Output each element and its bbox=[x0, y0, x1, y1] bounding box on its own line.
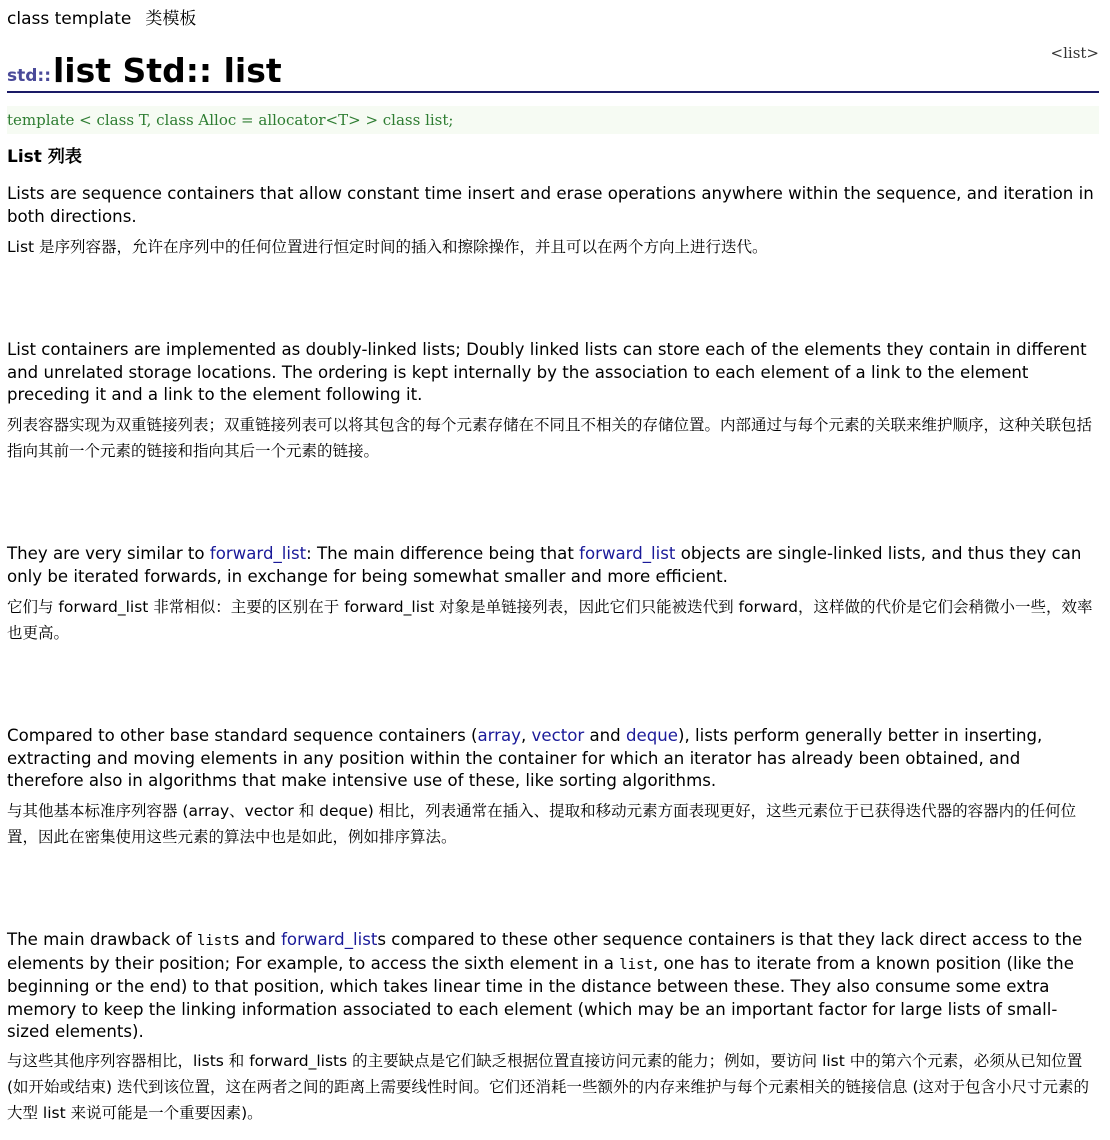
paragraph-5-en bbox=[7, 929, 1099, 1044]
forward-list-link[interactable]: forward_list bbox=[209, 544, 307, 563]
paragraph-2-en: List containers are implemented as doubly-linked lists; Doubly linked lists can store each of the elements they contain in different and unrelated storage locations. The ordering is kept internally by the association to each element of a link to the element preceding it and a link to the element following it. bbox=[7, 340, 1087, 404]
page-title: list Std:: list bbox=[53, 51, 282, 90]
paragraph-5-text-a: The main drawback of bbox=[7, 930, 197, 949]
header-file-label: <list> bbox=[1050, 44, 1099, 62]
paragraph-3-cn: 它们与 forward_list 非常相似：主要的区别在于 forward_list 对象是单链接列表，因此它们只能被迭代到 forward，这样做的代价是它们会稍微小一些，效率也更高。 bbox=[7, 598, 1093, 642]
paragraph-3-en bbox=[7, 543, 1099, 588]
paragraph-4-cn: 与其他基本标准序列容器 (array、vector 和 deque) 相比，列表通常在插入、提取和移动元素方面表现更好，这些元素位于已获得迭代器的容器内的任何位置，因此在密集使用这些元素的算法中也是如此，例如排序算法。 bbox=[7, 802, 1077, 846]
paragraph-4-text-a: Compared to other base standard sequence containers ( bbox=[7, 726, 478, 745]
template-prototype: template < class T, class Alloc = allocator<T> > class list; bbox=[7, 106, 1099, 134]
deque-link[interactable]: deque bbox=[625, 726, 678, 745]
paragraph-4-en bbox=[7, 725, 1099, 793]
list-code: list bbox=[196, 933, 231, 949]
paragraph-3-text-a: They are very similar to bbox=[7, 544, 210, 563]
paragraph-3-text-c: objects are single-linked lists, and thus they can only be iterated forwards, in exchange for being somewhat smaller and more efficient. bbox=[7, 544, 1082, 586]
page-header bbox=[7, 44, 1099, 93]
namespace-label: std:: bbox=[7, 66, 52, 86]
entity-kind-zh: 类模板 bbox=[145, 9, 197, 29]
paragraph-5-cn: 与这些其他序列容器相比，lists 和 forward_lists 的主要缺点是它们缺乏根据位置直接访问元素的能力；例如，要访问 list 中的第六个元素，必须从已知位置 (如开始或结束) 迭代到该位置，这在两者之间的距离上需要线性时间。它们还消耗一些额外的内存来维护与每个元素相关的链接信息 (这对于包含小尺寸元素的大型 list 来说可能是一个重要因素)。 bbox=[7, 1052, 1090, 1122]
entity-kind-en: class template bbox=[7, 9, 132, 29]
paragraph-4-sep-2: and bbox=[584, 726, 626, 745]
paragraph-5-text-b: s and bbox=[230, 930, 282, 949]
paragraph-4-sep-1: , bbox=[520, 726, 532, 745]
array-link[interactable]: array bbox=[477, 726, 521, 745]
entity-kind bbox=[7, 4, 196, 29]
paragraph-1-en: Lists are sequence containers that allow constant time insert and erase operations anywhere within the sequence, and iteration in both directions. bbox=[7, 184, 1094, 226]
paragraph-4-text-b: ), lists perform generally better in inserting, extracting and moving elements in any position within the container for which an iterator has already been obtained, and therefore also in algorithms that make intensive use of these, like sorting algorithms. bbox=[7, 726, 1043, 790]
forward-list-link-3[interactable]: forward_list bbox=[281, 930, 378, 949]
vector-link[interactable]: vector bbox=[531, 726, 585, 745]
forward-list-link-2[interactable]: forward_list bbox=[579, 544, 676, 563]
list-code-2: list bbox=[619, 956, 653, 973]
section-title: List 列表 bbox=[7, 147, 82, 167]
paragraph-3-text-b: : The main difference being that bbox=[306, 544, 580, 563]
paragraph-1-cn: List 是序列容器，允许在序列中的任何位置进行恒定时间的插入和擦除操作，并且可以在两个方向上进行迭代。 bbox=[7, 238, 768, 256]
paragraph-5-text-c: s compared to these other sequence containers is that they lack direct access to the elements by their position; For example, to access the sixth element in a bbox=[7, 930, 1083, 973]
paragraph-5-text-d: , one has to iterate from a known position (like the beginning or the end) to that position, which takes linear time in the distance between these. They also consume some extra memory to keep the linking information associated to each element (which may be an important factor for large lists of small-sized elements). bbox=[7, 953, 1074, 1041]
paragraph-2-cn: 列表容器实现为双重链接列表；双重链接列表可以将其包含的每个元素存储在不同且不相关的存储位置。内部通过与每个元素的关联来维护顺序，这种关联包括指向其前一个元素的链接和指向其后一个元素的链接。 bbox=[7, 416, 1093, 460]
